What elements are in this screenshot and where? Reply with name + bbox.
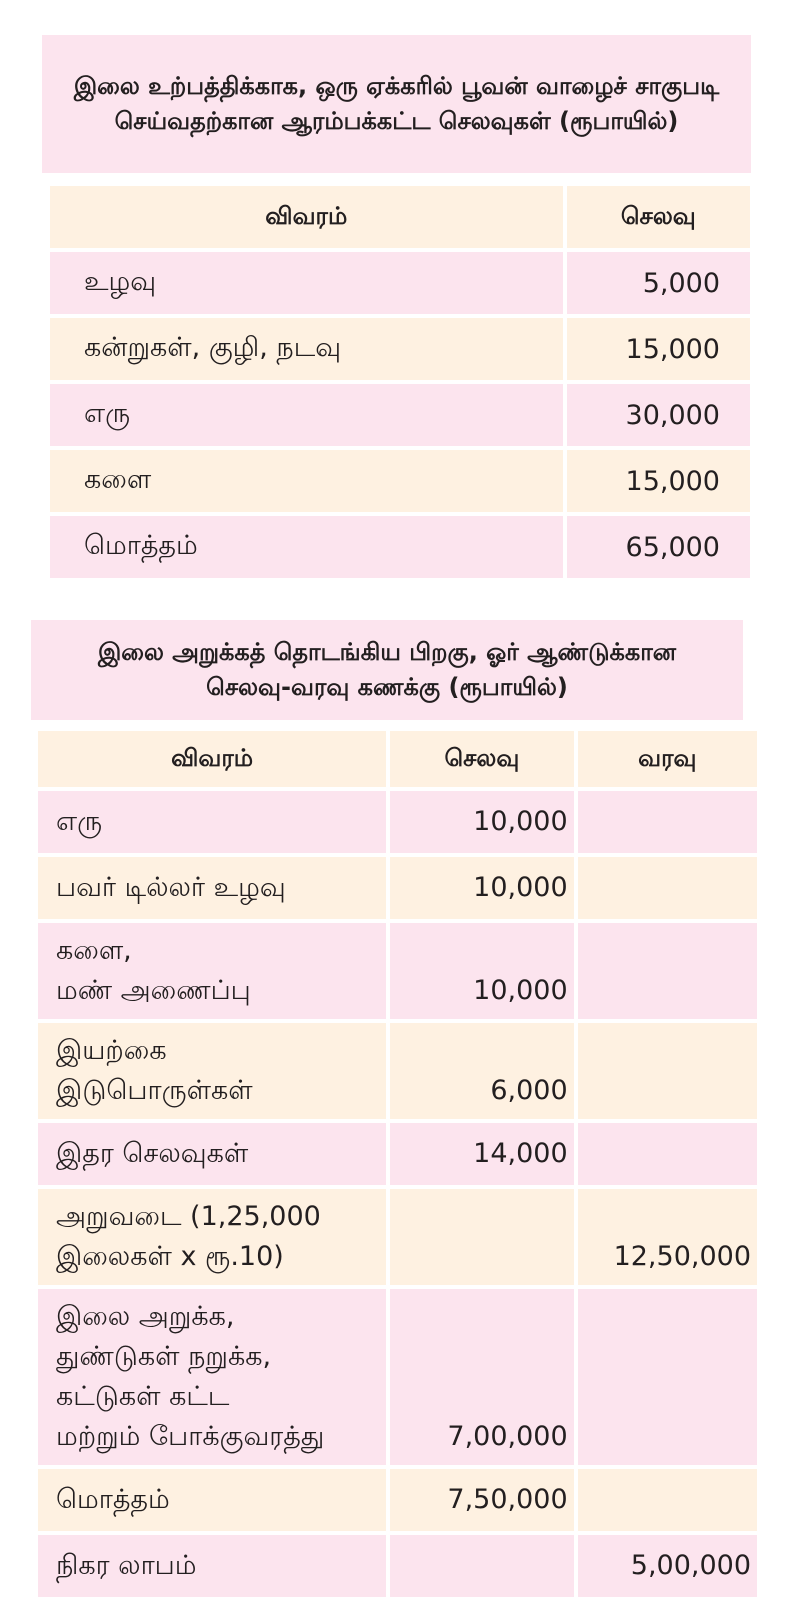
table-header-row	[50, 186, 750, 248]
table-header-row	[38, 731, 757, 787]
column-header-cost: செலவு	[567, 186, 750, 248]
row-item: இயற்கை இடுபொருள்கள்	[38, 1023, 386, 1119]
row-item: உழவு	[50, 252, 563, 314]
table-row	[38, 1189, 757, 1285]
row-item: கன்றுகள், குழி, நடவு	[50, 318, 563, 380]
row-income	[578, 1469, 757, 1531]
row-item: இதர செலவுகள்	[38, 1123, 386, 1185]
table-row	[38, 1023, 757, 1119]
table-row	[50, 318, 750, 380]
row-cost: 7,00,000	[390, 1289, 574, 1465]
total-row	[38, 1469, 757, 1531]
initial-costs-title	[42, 35, 751, 173]
table-row	[50, 252, 750, 314]
row-cost	[390, 1189, 574, 1285]
row-item: நிகர லாபம்	[38, 1535, 386, 1597]
row-income: 5,00,000	[578, 1535, 757, 1597]
row-item: களை	[50, 450, 563, 512]
initial-costs-title-text: இலை உற்பத்திக்காக, ஒரு ஏக்கரில் பூவன் வாழைச் சாகுபடி செய்வதற்கான ஆரம்பக்கட்ட செலவுகள் (ரூபாயில்)	[73, 72, 720, 135]
table-row	[50, 450, 750, 512]
annual-accounts-title	[31, 620, 743, 720]
table-row	[38, 791, 757, 853]
row-cost: 30,000	[567, 384, 750, 446]
table-row	[38, 923, 757, 1019]
row-cost: 10,000	[390, 857, 574, 919]
row-item: மொத்தம்	[38, 1469, 386, 1531]
row-income	[578, 1023, 757, 1119]
row-income	[578, 791, 757, 853]
row-cost	[390, 1535, 574, 1597]
column-header-income: வரவு	[578, 731, 757, 787]
row-item: இலை அறுக்க, துண்டுகள் நறுக்க, கட்டுகள் கட்ட மற்றும் போக்குவரத்து	[38, 1289, 386, 1465]
row-cost: 10,000	[390, 923, 574, 1019]
row-cost: 15,000	[567, 450, 750, 512]
row-cost: 10,000	[390, 791, 574, 853]
row-item: எரு	[50, 384, 563, 446]
column-header-item: விவரம்	[38, 731, 386, 787]
table-row	[38, 1289, 757, 1465]
initial-costs-table	[46, 182, 754, 582]
table-row	[38, 857, 757, 919]
row-cost: 14,000	[390, 1123, 574, 1185]
annual-accounts-table	[34, 727, 761, 1601]
row-cost: 5,000	[567, 252, 750, 314]
row-item: களை, மண் அணைப்பு	[38, 923, 386, 1019]
row-income: 12,50,000	[578, 1189, 757, 1285]
annual-accounts-title-text: இலை அறுக்கத் தொடங்கிய பிறகு, ஓர் ஆண்டுக்கான செலவு-வரவு கணக்கு (ரூபாயில்)	[97, 638, 677, 701]
row-item: எரு	[38, 791, 386, 853]
total-row	[50, 516, 750, 578]
column-header-item: விவரம்	[50, 186, 563, 248]
row-item: மொத்தம்	[50, 516, 563, 578]
table-row	[38, 1123, 757, 1185]
row-income	[578, 857, 757, 919]
row-item: அறுவடை (1,25,000 இலைகள் x ரூ.10)	[38, 1189, 386, 1285]
row-item: பவர் டில்லர் உழவு	[38, 857, 386, 919]
row-cost: 6,000	[390, 1023, 574, 1119]
net-profit-row	[38, 1535, 757, 1597]
column-header-cost: செலவு	[390, 731, 574, 787]
row-cost: 15,000	[567, 318, 750, 380]
row-cost: 7,50,000	[390, 1469, 574, 1531]
row-income	[578, 1123, 757, 1185]
row-income	[578, 923, 757, 1019]
row-income	[578, 1289, 757, 1465]
table-row	[50, 384, 750, 446]
row-cost: 65,000	[567, 516, 750, 578]
